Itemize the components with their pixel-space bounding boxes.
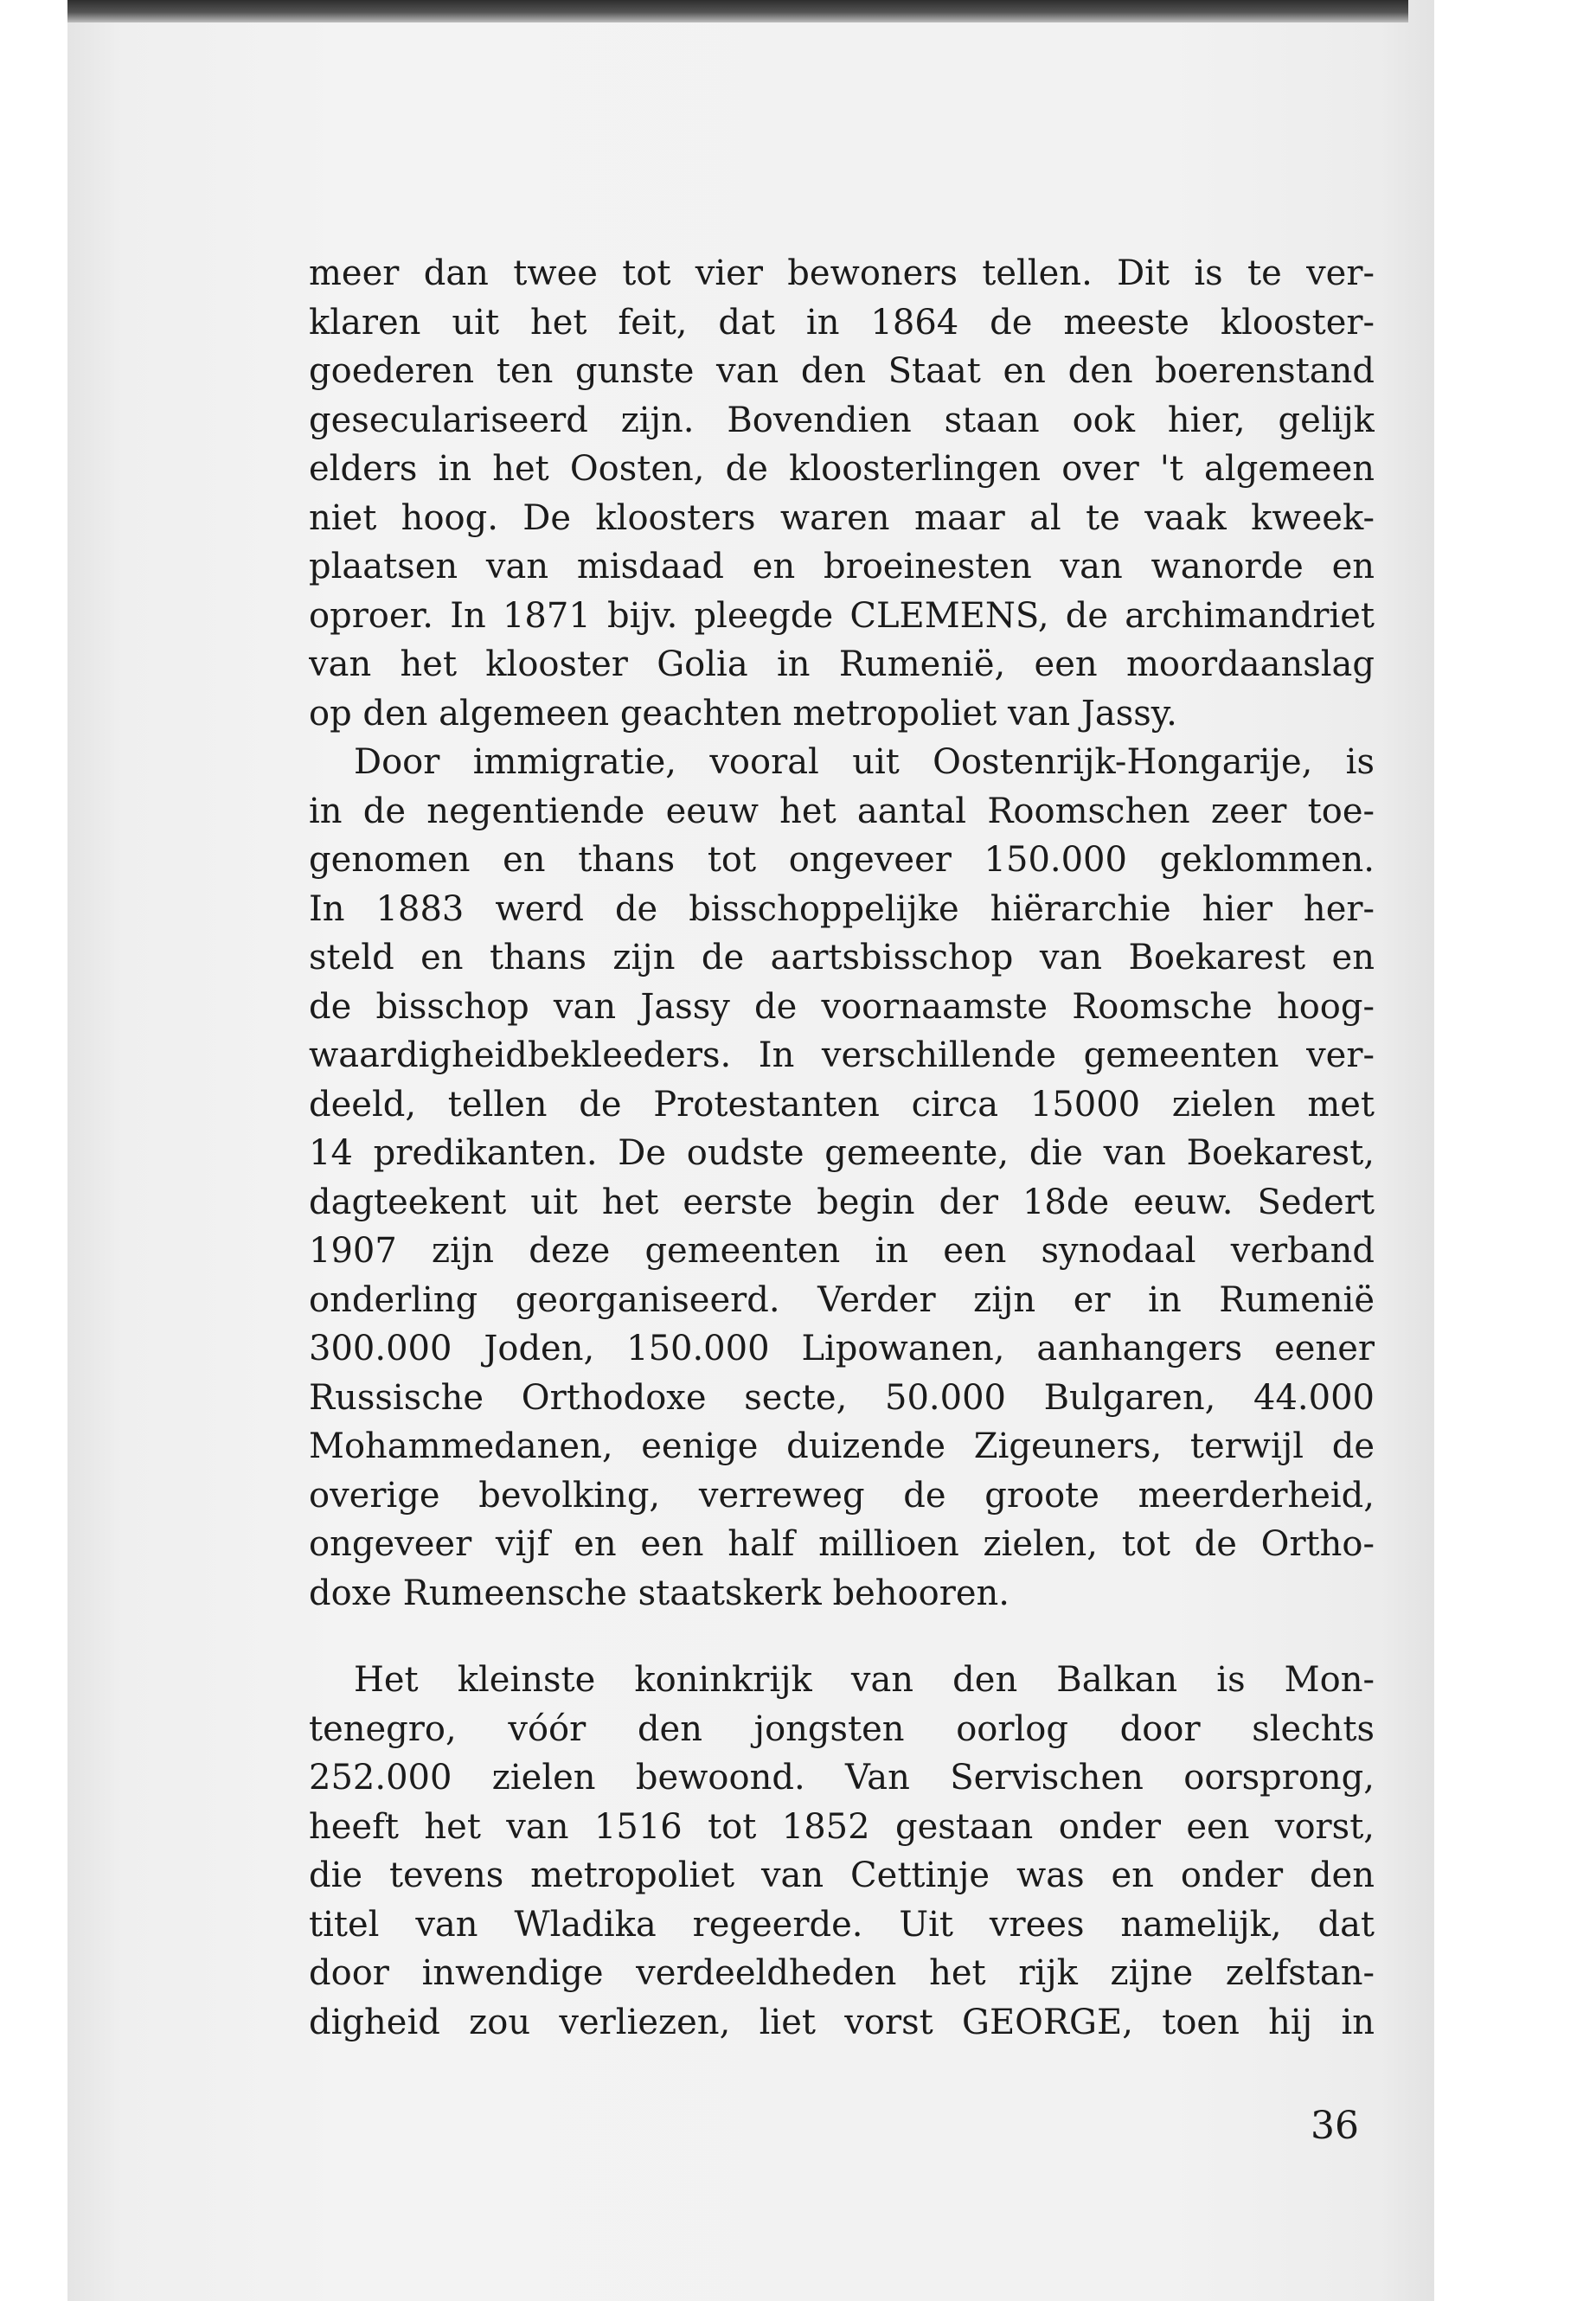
text-line: geseculariseerd zijn. Bovendien staan ook hier, gelijk [309, 400, 1375, 440]
text-line: oproer. In 1871 bijv. pleegde CLEMENS, de archimandriet [309, 595, 1375, 636]
text-line: dagteekent uit het eerste begin der 18de eeuw. Sedert [309, 1182, 1375, 1222]
page-number: 36 [1311, 2104, 1359, 2148]
text-line: Door immigratie, vooral uit Oostenrijk-Hongarije, is [354, 742, 1375, 782]
text-line: deeld, tellen de Protestanten circa 15000 zielen met [309, 1084, 1375, 1125]
text-line: genomen en thans tot ongeveer 150.000 geklommen. [309, 840, 1375, 880]
text-line: niet hoog. De kloosters waren maar al te vaak kweek- [309, 497, 1375, 538]
text-line: op den algemeen geachten metropoliet van Jassy. [309, 693, 1177, 734]
text-line: Russische Orthodoxe secte, 50.000 Bulgaren, 44.000 [309, 1377, 1375, 1418]
text-line: klaren uit het feit, dat in 1864 de meeste klooster- [309, 302, 1375, 343]
text-line: steld en thans zijn de aartsbisschop van Boekarest en [309, 938, 1375, 977]
paragraph-gap [309, 1618, 1375, 1656]
text-line: tenegro, vóór den jongsten oorlog door slechts [309, 1708, 1375, 1749]
text-line: In 1883 werd de bisschoppelijke hiërarchie hier her- [309, 888, 1375, 929]
text-line: 14 predikanten. De oudste gemeente, die van Boekarest, [309, 1133, 1375, 1173]
text-line: onderling georganiseerd. Verder zijn er in Rumenië [309, 1279, 1375, 1320]
text-line: van het klooster Golia in Rumenië, een moordaanslag [309, 644, 1375, 684]
text-line: in de negentiende eeuw het aantal Roomschen zeer toe- [309, 791, 1375, 831]
text-line: die tevens metropoliet van Cettinje was en onder den [309, 1856, 1375, 1895]
text-line: overige bevolking, verreweg de groote meerderheid, [309, 1475, 1375, 1516]
text-line: door inwendige verdeeldheden het rijk zijne zelfstan- [309, 1953, 1375, 1993]
scan-top-edge [67, 0, 1408, 22]
text-line: plaatsen van misdaad en broeinesten van wanorde en [309, 547, 1375, 586]
text-line: de bisschop van Jassy de voornaamste Roomsche hoog- [309, 986, 1375, 1027]
body-text [309, 249, 1375, 2047]
text-line: heeft het van 1516 tot 1852 gestaan onder een vorst, [309, 1806, 1375, 1847]
text-line: doxe Rumeensche staatskerk behooren. [309, 1573, 1010, 1613]
text-line: 252.000 zielen bewoond. Van Servischen oorsprong, [309, 1758, 1375, 1798]
text-line: titel van Wladika regeerde. Uit vrees namelijk, dat [309, 1904, 1375, 1945]
text-line: ongeveer vijf en een half millioen zielen, tot de Ortho- [309, 1524, 1375, 1564]
text-line: Mohammedanen, eenige duizende Zigeuners, terwijl de [309, 1426, 1375, 1466]
text-line: elders in het Oosten, de kloosterlingen over 't algemeen [309, 449, 1375, 489]
text-line: 1907 zijn deze gemeenten in een synodaal verband [309, 1231, 1375, 1271]
text-line: meer dan twee tot vier bewoners tellen. Dit is te ver- [309, 253, 1375, 293]
text-line: 300.000 Joden, 150.000 Lipowanen, aanhangers eener [309, 1329, 1375, 1368]
text-line: digheid zou verliezen, liet vorst GEORGE, toen hij in [309, 2002, 1375, 2042]
text-line: goederen ten gunste van den Staat en den boerenstand [309, 351, 1375, 391]
text-line: waardigheidbekleeders. In verschillende gemeenten ver- [309, 1035, 1375, 1075]
text-line: Het kleinste koninkrijk van den Balkan is Mon- [354, 1660, 1375, 1700]
